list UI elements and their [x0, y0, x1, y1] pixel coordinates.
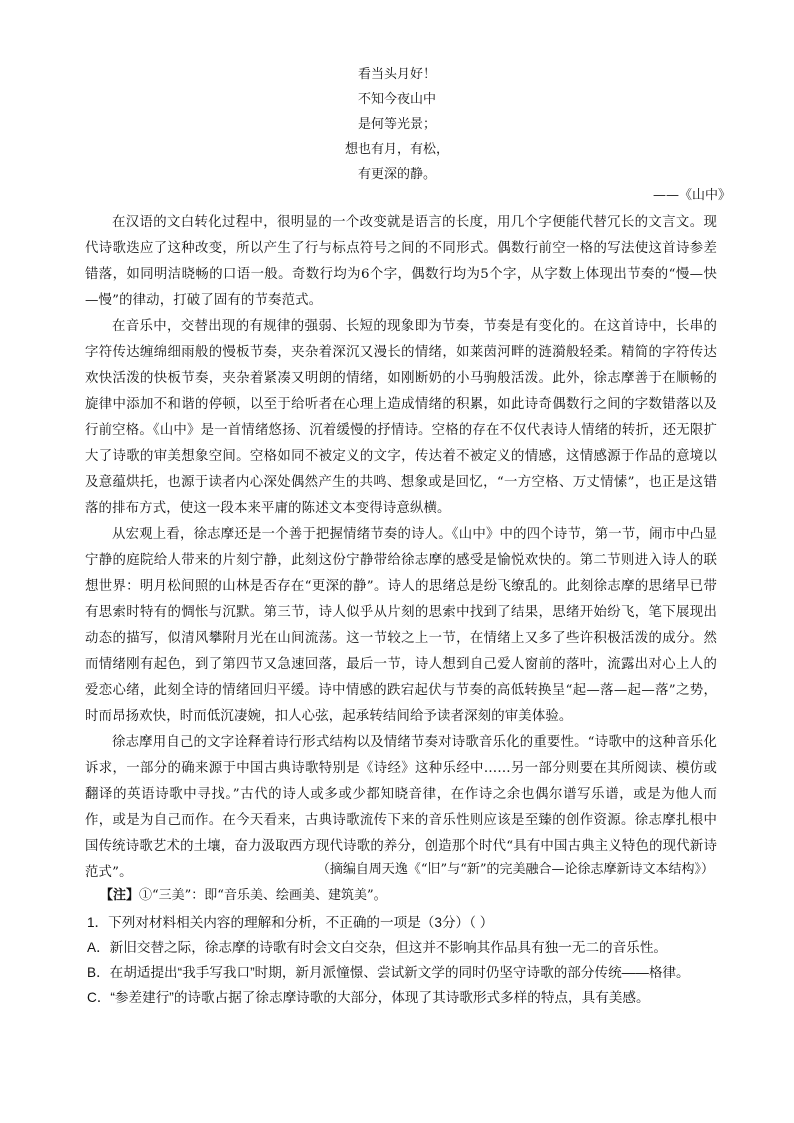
- poem-line: 想也有月，有松，: [344, 142, 449, 157]
- option-b[interactable]: B．在胡适提出“我手写我口”时期，新月派憧憬、尝试新文学的同时仍坚守诗歌的部分传统——格律。: [87, 965, 690, 980]
- poem-line: 是何等光景；: [357, 117, 436, 132]
- poem-line: 有更深的静。: [357, 167, 436, 182]
- paragraph: 在音乐中，交替出现的有规律的强弱、长短的现象即为节奏，节奏是有变化的。在这首诗中，长串的字符传达缠绵细雨般的慢板节奏，夹杂着深沉又漫长的情绪，如莱茵河畔的涟漪般轻柔。精简的字符传达欢快活泼的快板节奏，夹杂着紧凑又明朗的情绪，如刚断奶的小马驹般活泼。此外，徐志摩善于在顺畅的旋律中添加不和谐的停顿，以至于给听者在心理上造成情绪的积累，如此诗奇偶数行之间的字数错落以及行前空格。《山中》是一首情绪悠扬、沉着缓慢的抒情诗。空格的存在不仅代表诗人情绪的转折，还无限扩大了诗歌的审美想象空间。空格如同不被定义的文字，传达着不被定义的情感，这情感源于作品的意境以及意蕴烘托，也源于读者内心深处偶然产生的共鸣、想象或是回忆，“一方空格、万丈情愫”，也正是这错落的排布方式，使这一段本来平庸的陈述文本变得诗意纵横。: [85, 319, 717, 516]
- footnote-text: ①“三美”：即“音乐美、绘画美、建筑美”。: [139, 888, 387, 903]
- question-stem: 1．下列对材料相关内容的理解和分析，不正确的一项是（3分）（ ）: [87, 915, 494, 930]
- poem-line: 看当头月好！: [357, 67, 436, 82]
- paragraph: 徐志摩用自己的文字诠释着诗行形式结构以及情绪节奏对诗歌音乐化的重要性。“诗歌中的这种音乐化诉求，一部分的确来源于中国古典诗歌特别是《诗经》这种乐经中……另一部分则要在其所阅读、模仿或翻译的英语诗歌中寻找。”古代的诗人或多或少都知晓音律，在作诗之余也偶尔谱写乐谱，或是为他人而作，或是为自己而作。在今天看来，古典诗歌流传下来的音乐性则应该是至臻的创作资源。徐志摩扎根中国传统诗歌艺术的土壤，奋力汲取西方现代诗歌的养分，创造那个时代“具有中国古典主义特色的现代新诗范式”。: [85, 735, 717, 880]
- article-body: [85, 210, 717, 886]
- footnote: [100, 883, 387, 909]
- option-a[interactable]: A．新旧交替之际，徐志摩的诗歌有时会文白交杂，但这并不影响其作品具有独一无二的音乐性。: [87, 940, 668, 955]
- question-block: [87, 910, 727, 1010]
- option-c[interactable]: C．“参差建行”的诗歌占据了徐志摩诗歌的大部分，体现了其诗歌形式多样的特点，具有美感。: [87, 990, 650, 1005]
- poem-source: ——《山中》: [652, 188, 731, 203]
- article-citation: （摘编自周天逸《“旧”与“新”的完美融合—论徐志摩新诗文本结构》）: [316, 862, 714, 877]
- paragraph: 在汉语的文白转化过程中，很明显的一个改变就是语言的长度，用几个字便能代替冗长的文言文。现代诗歌迭应了这种改变，所以产生了行与标点符号之间的不同形式。偶数行前空一格的写法使这首诗参差错落，如同明洁晓畅的口语一般。奇数行均为6个字，偶数行均为5个字，从字数上体现出节奏的“慢—快—慢”的律动，打破了固有的节奏范式。: [85, 215, 717, 308]
- footnote-label: 【注】: [100, 888, 140, 903]
- paragraph: 从宏观上看，徐志摩还是一个善于把握情绪节奏的诗人。《山中》中的四个诗节，第一节，闹市中凸显宁静的庭院给人带来的片刻宁静，此刻这份宁静带给徐志摩的感受是愉悦欢快的。第二节则进入诗人的联想世界：明月松间照的山林是否存在“更深的静”。诗人的思绪总是纷飞缭乱的。此刻徐志摩的思绪早已带有思索时特有的惆怅与沉默。第三节，诗人似乎从片刻的思索中找到了结果，思绪开始纷飞，笔下展现出动态的描写，似清风攀附月光在山间流荡。这一节较之上一节，在情绪上又多了些许积极活泼的成分。然而情绪刚有起色，到了第四节又急速回落，最后一节，诗人想到自己爱人窗前的落叶，流露出对心上人的爱恋心绪，此刻全诗的情绪回归平缓。诗中情感的跌宕起伏与节奏的高低转换呈“起—落—起—落”之势，时而昂扬欢快，时而低沉凄婉，扣人心弦，起承转结间给予读者深刻的审美体验。: [85, 527, 717, 724]
- poem-line: 不知今夜山中: [357, 92, 436, 107]
- poem-excerpt: [0, 62, 794, 187]
